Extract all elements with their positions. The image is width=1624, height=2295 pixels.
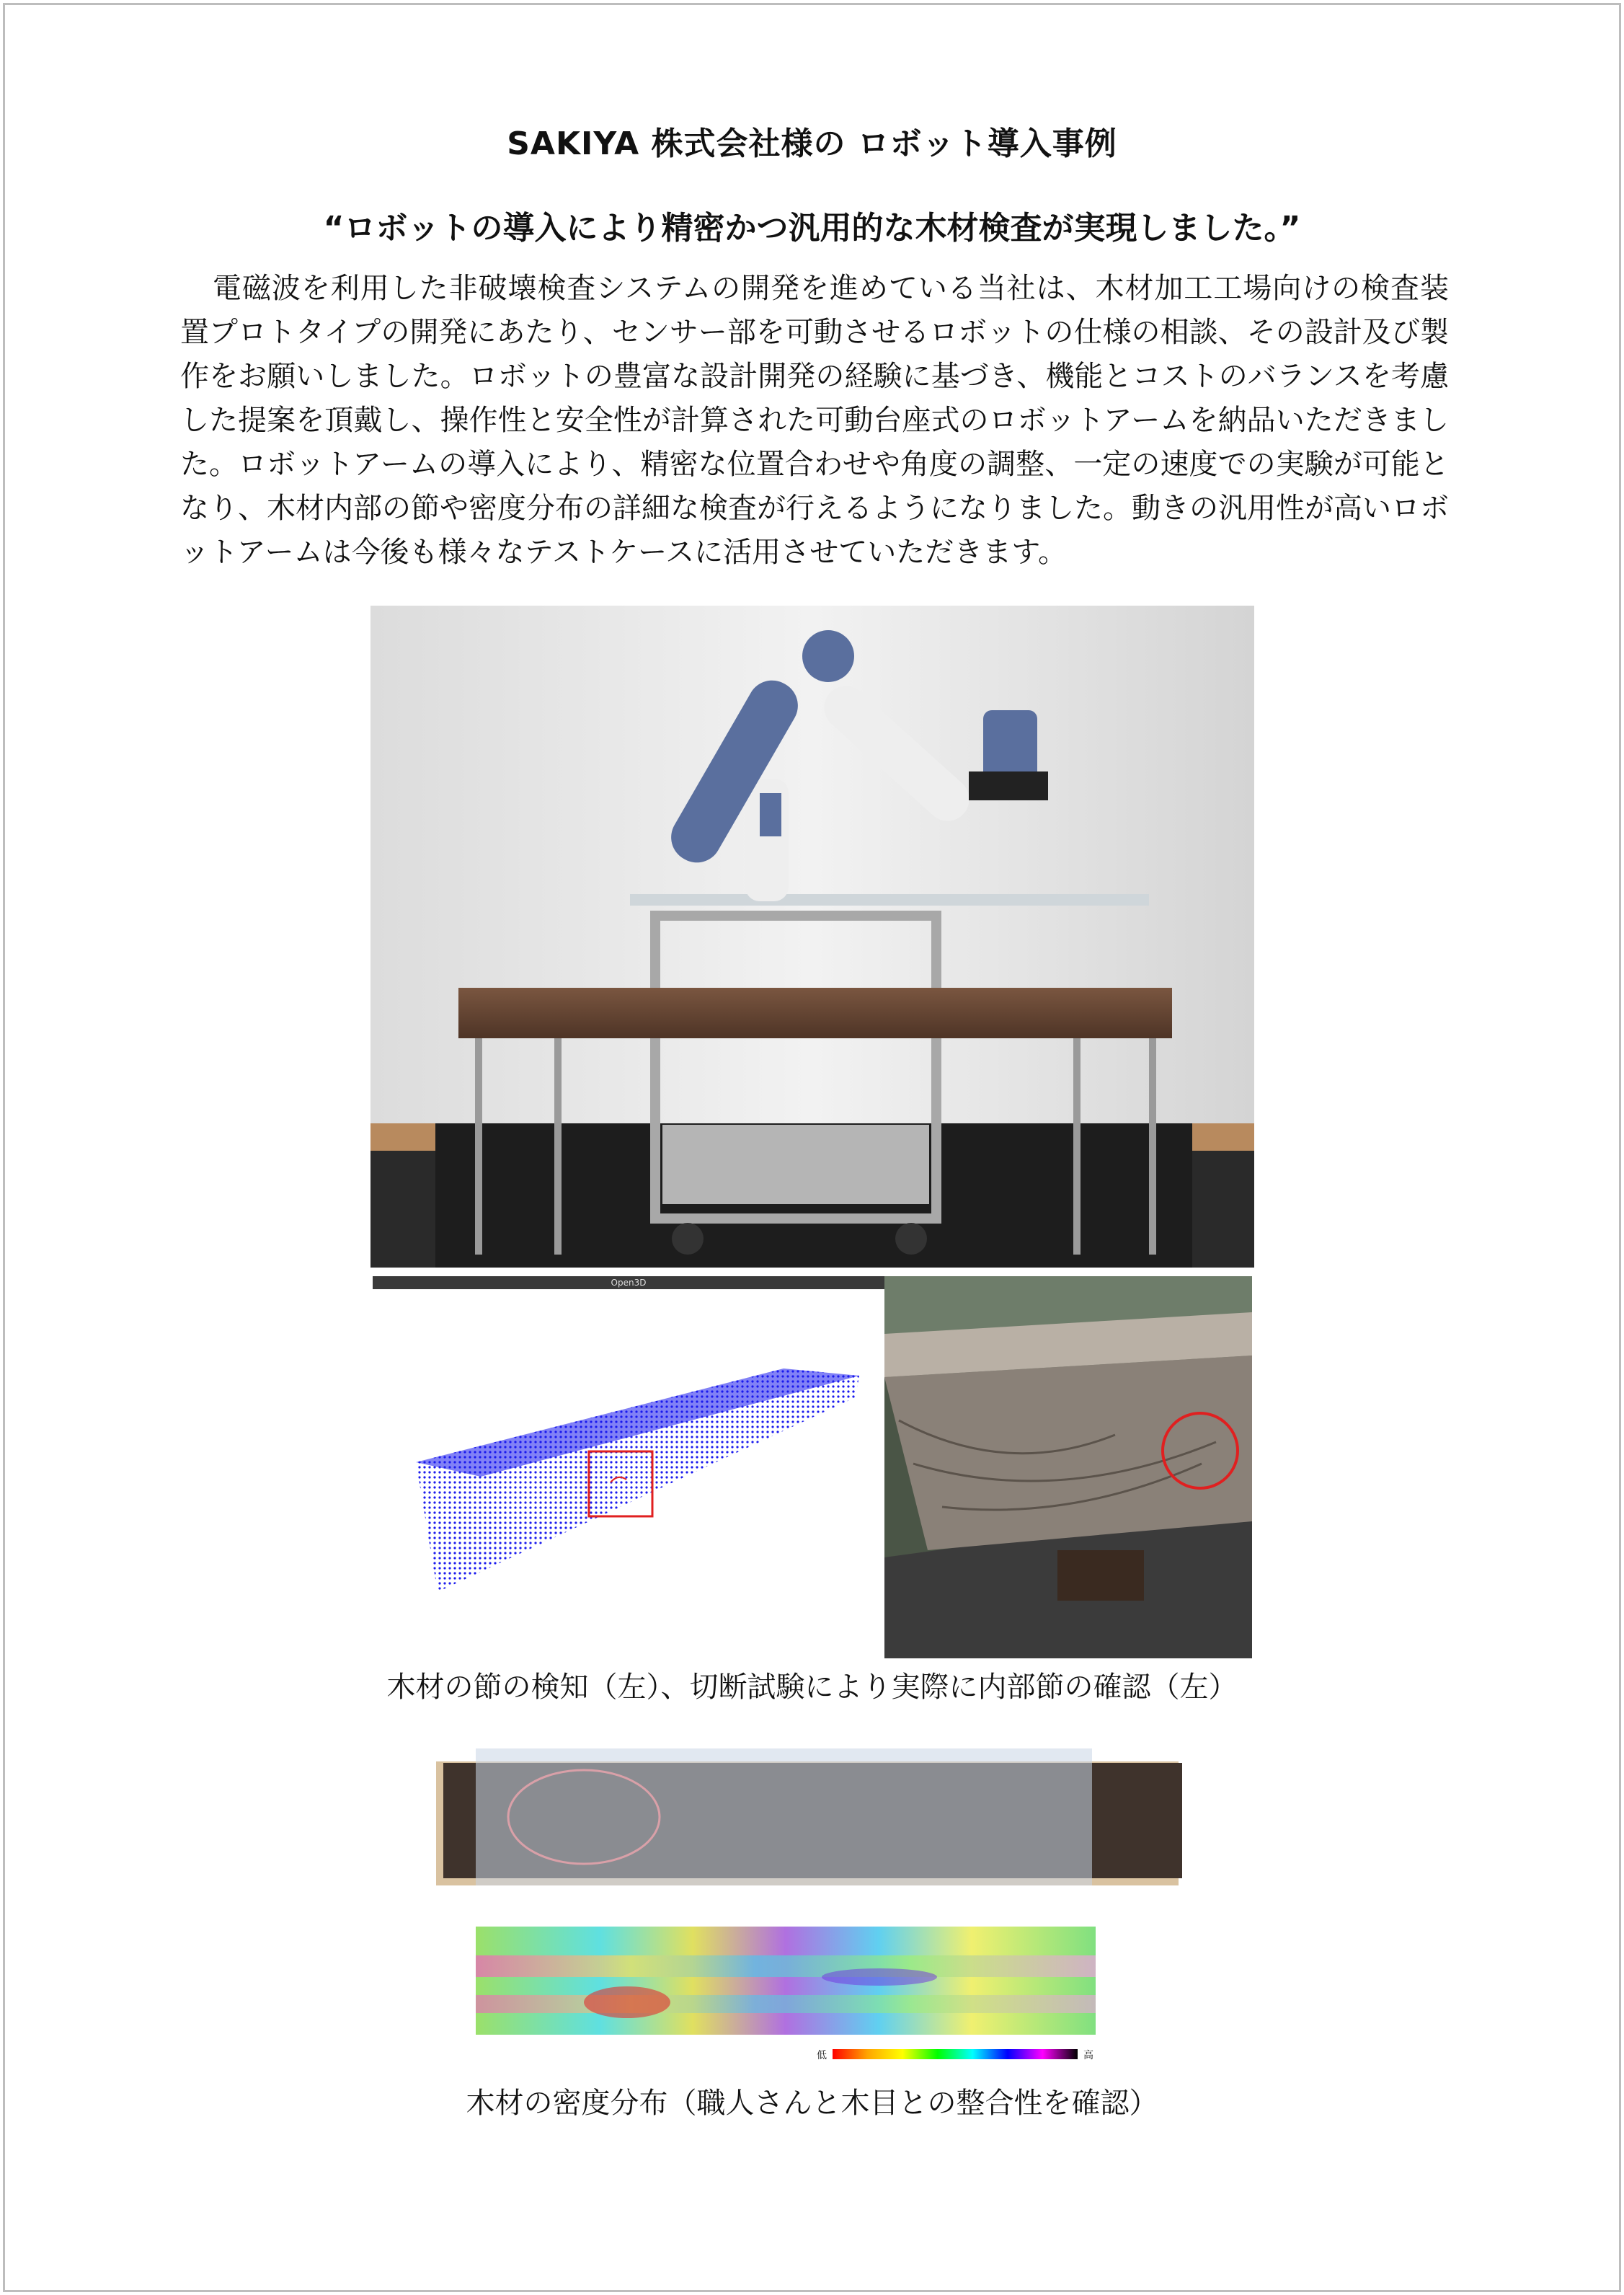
pointcloud-screenshot xyxy=(373,1276,884,1658)
colorbar-low-label: 低 xyxy=(817,2050,827,2061)
caption-density-distribution: 木材の密度分布（職人さんと木目との整合性を確認） xyxy=(466,2087,1158,2120)
colorbar-high-label: 高 xyxy=(1083,2050,1093,2061)
density-colorbar xyxy=(833,2049,1078,2059)
density-heatmap xyxy=(476,1927,1096,2035)
pointcloud-plot xyxy=(373,1289,884,1658)
robot-arm-illustration xyxy=(370,606,1254,1268)
wood-plank-photo xyxy=(436,1748,1189,1889)
pointcloud-window-title: Open3D xyxy=(373,1276,884,1289)
density-heatmap-plot xyxy=(476,1927,1096,2035)
cut-wood-illustration xyxy=(884,1276,1252,1658)
caption-knot-detection: 木材の節の検知（左）、切断試験により実際に内部節の確認（左） xyxy=(386,1671,1238,1704)
cut-wood-photo xyxy=(884,1276,1252,1658)
wood-plank-illustration xyxy=(436,1748,1189,1889)
page-title: SAKIYA 株式会社様の ロボット導入事例 xyxy=(507,125,1117,162)
body-paragraph: 電磁波を利用した非破壊検査システムの開発を進めている当社は、木材加工工場向けの検査装置プロトタイプの開発にあたり、センサー部を可動させるロボットの仕様の相談、その設計及び製作をお願いしました。ロボットの豊富な設計開発の経験に基づき、機能とコストのバランスを考慮した提案を頂戴し、操作性と安全性が計算された可動台座式のロボットアームを納品いただきました。ロボットアームの導入により、精密な位置合わせや角度の調整、一定の速度での実験が可能となり、木材内部の節や密度分布の詳細な検査が行えるようになりました。動きの汎用性が高いロボットアームは今後も様々なテストケースに活用させていただきます。 xyxy=(180,272,1449,569)
robot-arm-photo xyxy=(370,606,1254,1268)
page-subtitle: “ロボットの導入により精密かつ汎用的な木材検査が実現しました。” xyxy=(323,210,1301,247)
